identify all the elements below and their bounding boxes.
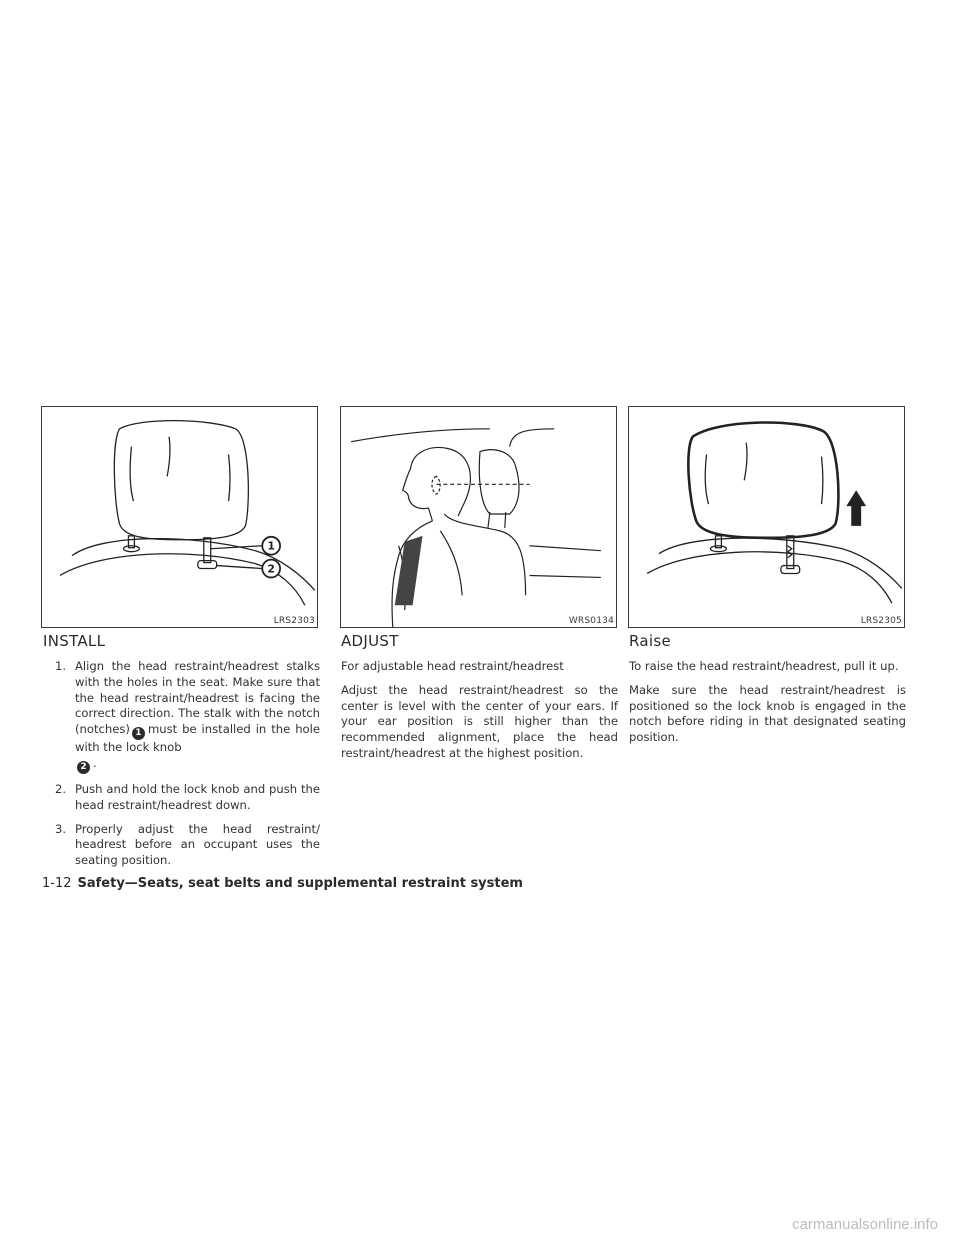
figure-adjust-headrest (340, 406, 617, 628)
section-title: Safety—Seats, seat belts and supplemental restraint system (77, 876, 523, 891)
callout-1-label: 1 (267, 539, 275, 553)
adjust-paragraph-1: For adjustable head restraint/headrest (341, 659, 564, 673)
callout-2-icon: 2 (77, 761, 90, 774)
step-text: must be installed in the hole with the lock knob (75, 722, 320, 755)
step-number: 2. (55, 781, 67, 796)
adjust-heading: ADJUST (341, 632, 399, 650)
raise-section (629, 632, 906, 754)
figure-code: LRS2305 (860, 616, 902, 626)
step-text: Push and hold the lock knob and push the head restraint/headrest down. (75, 781, 320, 812)
raise-paragraph-2: Make sure the head restraint/headrest is positioned so the lock knob is engaged in the notch before riding in that designated seating position. (629, 682, 906, 745)
install-step-2 (43, 782, 320, 814)
adjust-paragraph-2: Adjust the head restraint/headrest so the center is level with the center of your ears. If your ear position is still higher than the recommended alignment, place the head restraint/headrest at the highest position. (341, 682, 618, 760)
install-heading: INSTALL (43, 632, 106, 650)
page-footer (42, 876, 523, 891)
site-watermark: carmanualsonline.info (792, 1216, 938, 1233)
callout-1-icon: 1 (132, 727, 145, 740)
raise-paragraph-1: To raise the head restraint/headrest, pull it up. (629, 659, 899, 673)
raise-heading: Raise (629, 632, 671, 650)
install-section (43, 632, 320, 877)
adjust-section (341, 632, 618, 770)
install-step-3 (43, 822, 320, 869)
figure-install-headrest (41, 406, 318, 628)
headrest-install-illustration (42, 407, 317, 627)
step-text: Properly adjust the head restraint/ headrest before an occupant uses the seating position. (75, 821, 320, 868)
figure-code: WRS0134 (568, 616, 614, 626)
occupant-headrest-illustration (341, 407, 616, 627)
figure-raise-headrest (628, 406, 905, 628)
headrest-raise-illustration (629, 407, 904, 627)
page-number: 1-12 (42, 876, 72, 891)
step-number: 3. (55, 821, 67, 836)
callout-2-label: 2 (267, 562, 275, 576)
step-number: 1. (55, 659, 67, 673)
install-steps (43, 659, 320, 869)
install-step-1 (43, 659, 320, 774)
figure-code: LRS2303 (273, 616, 315, 626)
step-text: . (93, 755, 97, 770)
step-text: Align the head restraint/headrest stalks with the holes in the seat. Make sure that the head restraint/headrest is facing the correct direction. The stalk with the notch (notches) (75, 659, 320, 737)
